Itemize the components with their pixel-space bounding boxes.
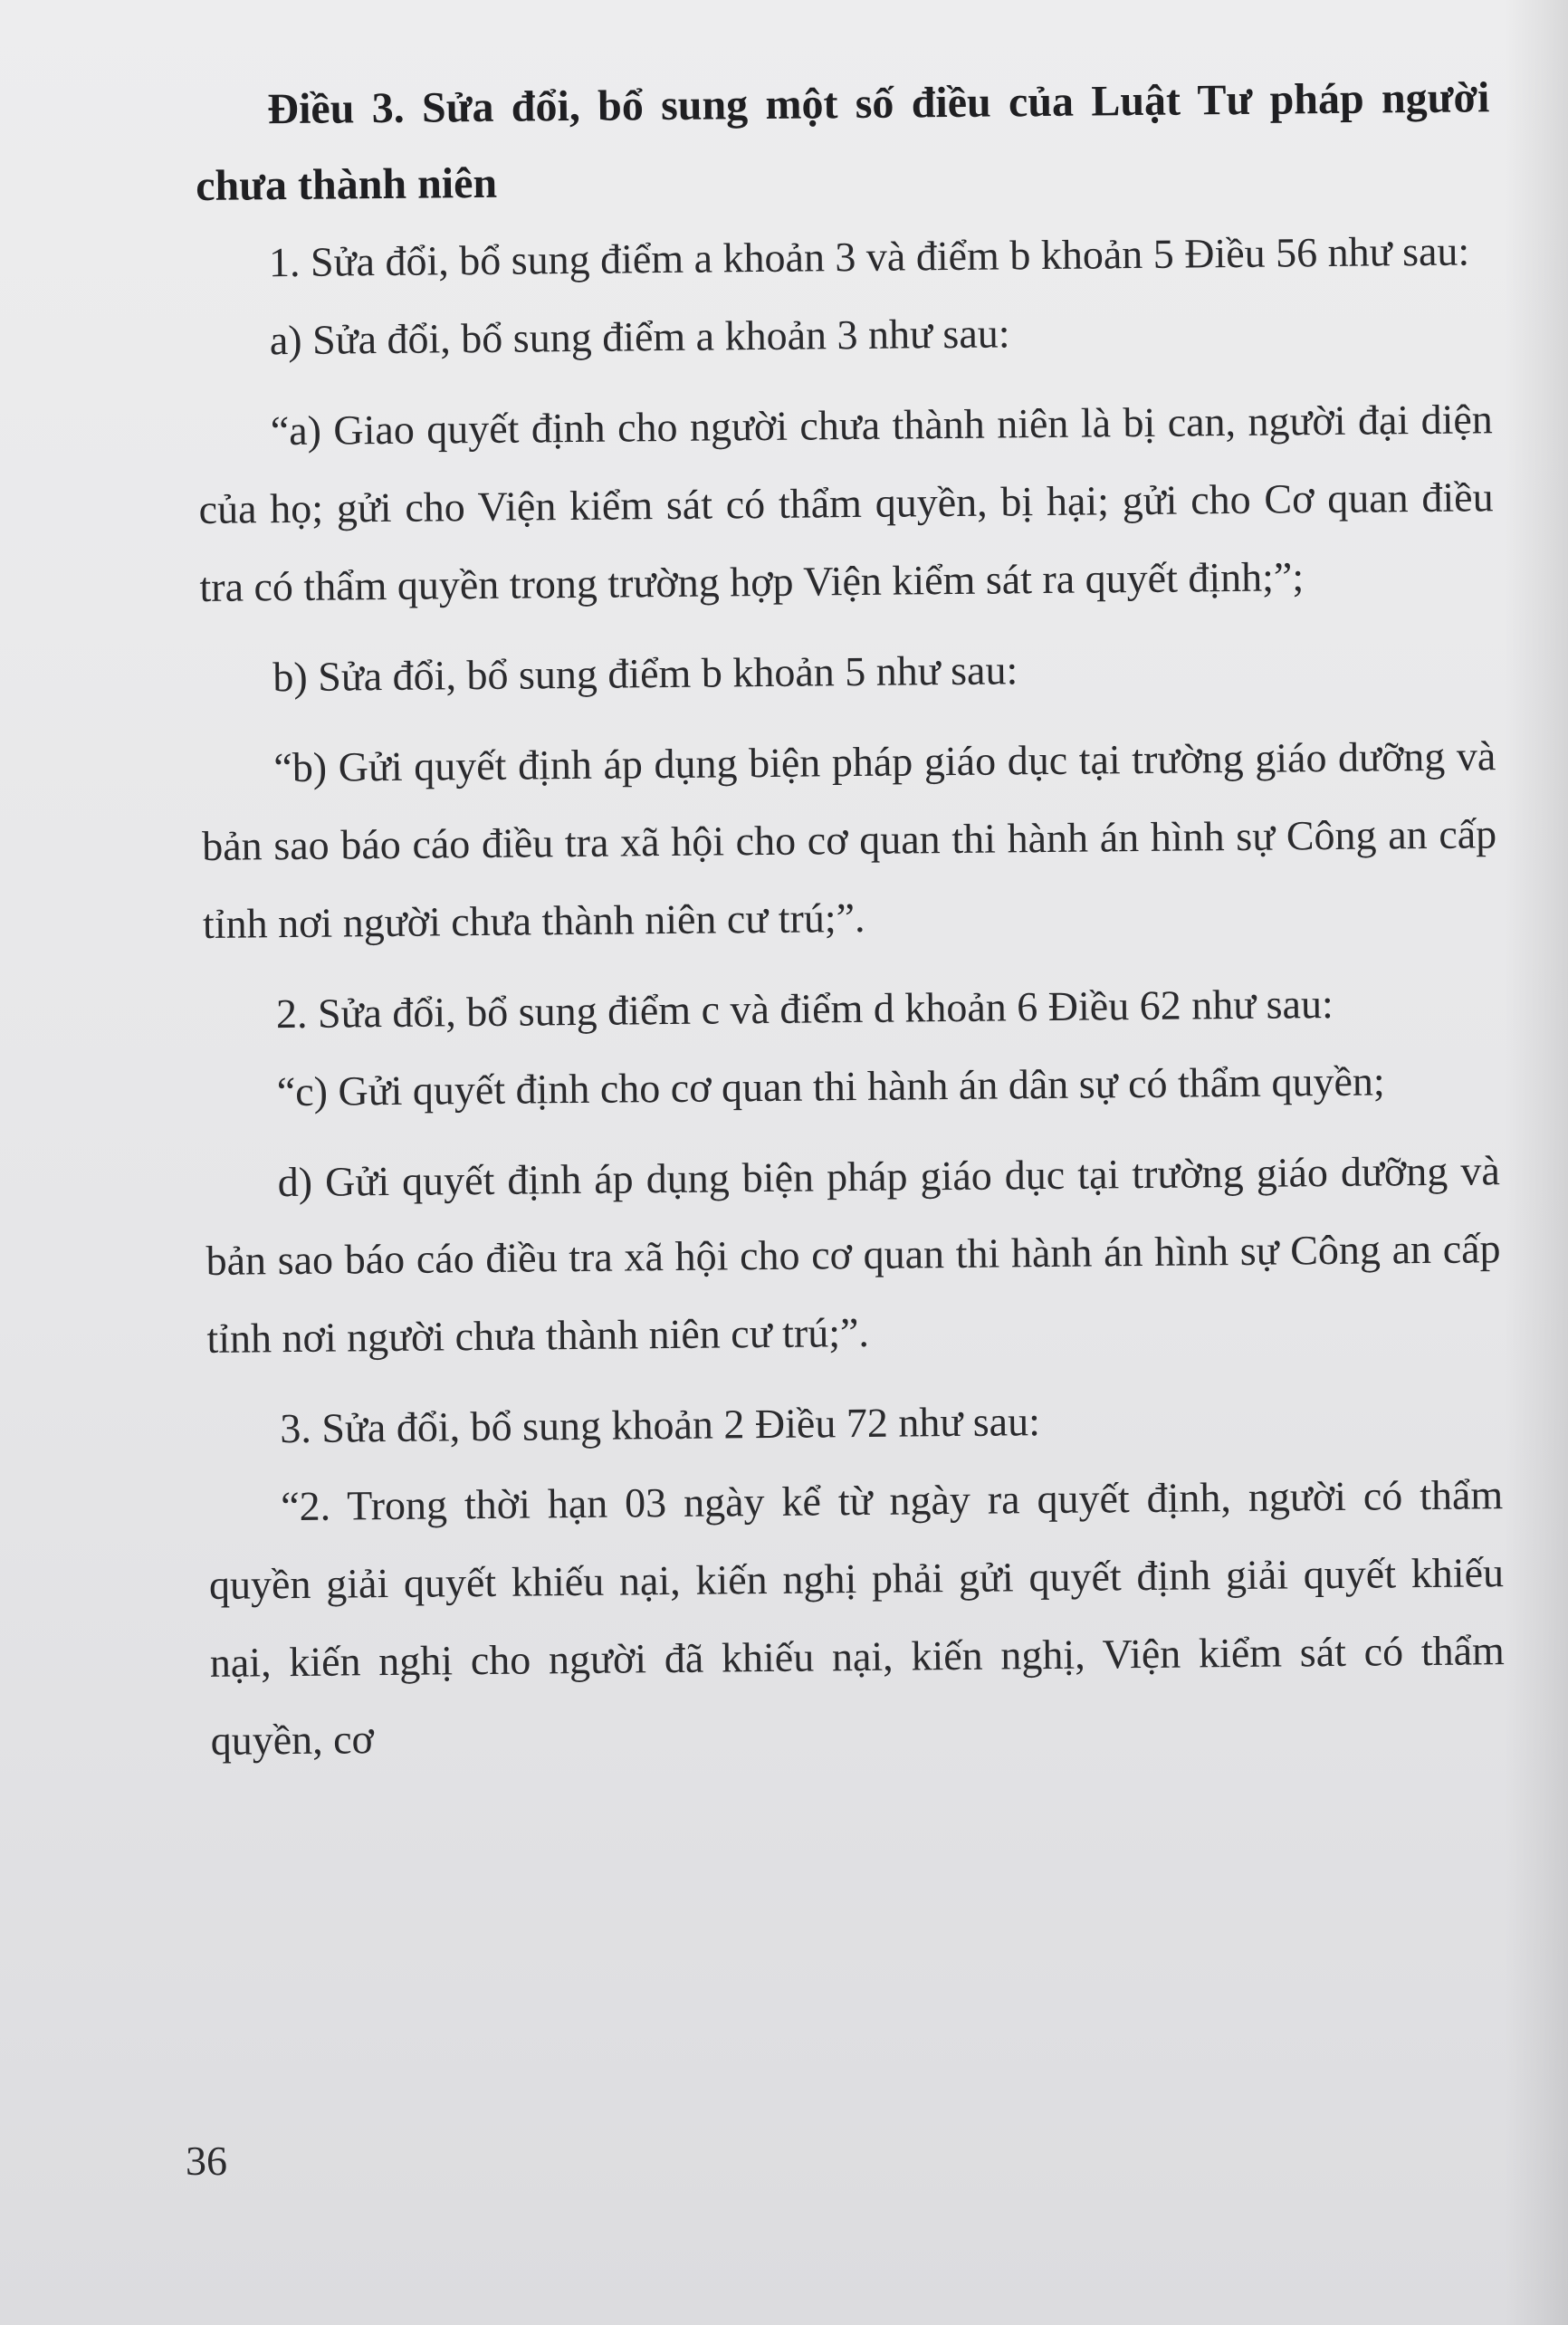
page-text-block [195,60,1506,1780]
paragraph-2c: “c) Gửi quyết định cho cơ quan thi hành án dân sự có thẩm quyền; [276,1057,1385,1115]
paragraph-1a-text: “a) Giao quyết định cho người chưa thành niên là bị can, người đại diện của họ; gửi cho Viện kiểm sát có thẩm quyền, bị hại; gửi cho Cơ quan điều tra có thẩm quyền trong trường hợp Viện kiểm sát ra quyết định;”; [198,396,1494,610]
paragraph-2d: d) Gửi quyết định áp dụng biện pháp giáo dục tại trường giáo dưỡng và bản sao báo cáo điều tra xã hội cho cơ quan thi hành án hình sự Công an cấp tỉnh nơi người chưa thành niên cư trú;”. [206,1147,1501,1362]
paragraph-1b-text: “b) Gửi quyết định áp dụng biện pháp giáo dục tại trường giáo dưỡng và bản sao báo cáo điều tra xã hội cho cơ quan thi hành án hình sự Công an cấp tỉnh nơi người chưa thành niên cư trú;”. [201,732,1497,947]
paragraph-1b: b) Sửa đổi, bổ sung điểm b khoản 5 như sau: [272,646,1018,701]
page-number: 36 [186,2138,227,2184]
paragraph-3: 3. Sửa đổi, bổ sung khoản 2 Điều 72 như sau: [280,1398,1041,1452]
paragraph-3-text: “2. Trong thời hạn 03 ngày kể từ ngày ra quyết định, người có thẩm quyền giải quyết khiếu nại, kiến nghị phải gửi quyết định giải quyết khiếu nại, kiến nghị cho người đã khiếu nại, kiến nghị, Viện kiểm sát có thẩm quyền, cơ [208,1471,1506,1764]
paragraph-1: 1. Sửa đổi, bổ sung điểm a khoản 3 và điểm b khoản 5 Điều 56 như sau: [268,227,1470,286]
paragraph-2: 2. Sửa đổi, bổ sung điểm c và điểm d khoản 6 Điều 62 như sau: [275,980,1334,1038]
paragraph-1a: a) Sửa đổi, bổ sung điểm a khoản 3 như sau: [269,310,1010,364]
article-heading: Điều 3. Sửa đổi, bổ sung một số điều của Luật Tư pháp người chưa thành niên [195,73,1490,210]
